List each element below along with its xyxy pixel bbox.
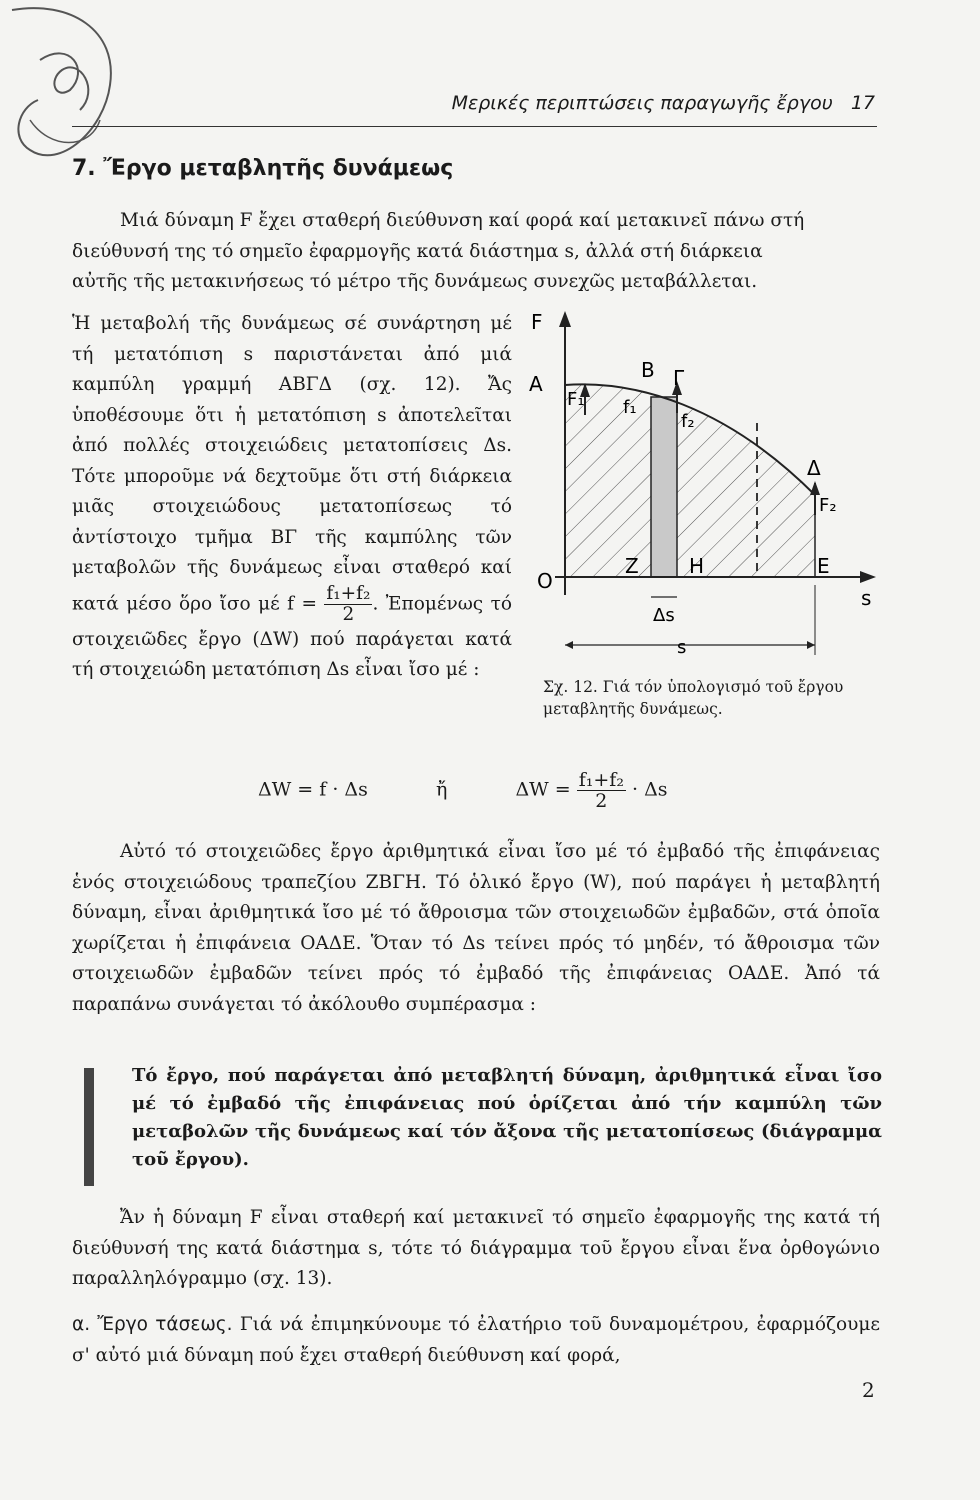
intro-line-2: διεύθυνσή της τό σημεῖο ἐφαρμογῆς κατά διάστημα s, ἀλλά στή διάρκεια bbox=[72, 240, 763, 262]
figure-12-caption: Σχ. 12. Γιά τόν ὑπολογισμό τοῦ ἔργου μεταβλητῆς δυνάμεως. bbox=[543, 678, 844, 718]
conclusion-text: Τό ἔργο, πού παράγεται ἀπό μεταβλητή δύναμη, ἀριθμητικά εἶναι ἴσο μέ τό ἐμβαδό τῆς ἐπιφάνειας πού ὁρίζεται ἀπό τήν καμπύλη τῶν μεταβολῶν τῆς δυνάμεως καί τόν ἄξονα τῆς μετατοπίσεως (διάγραμμα τοῦ ἔργου). bbox=[132, 1065, 882, 1170]
frac-numerator: f₁+f₂ bbox=[326, 582, 371, 604]
label-A: A bbox=[529, 372, 543, 396]
eq-left: ΔW = f · Δs bbox=[258, 778, 368, 801]
header-page-number: 17 bbox=[850, 92, 875, 114]
conclusion-bar bbox=[84, 1068, 94, 1186]
eq-fraction bbox=[577, 770, 626, 811]
running-header bbox=[452, 92, 875, 114]
work-equation bbox=[258, 770, 668, 811]
label-ds: Δs bbox=[653, 605, 675, 626]
subsection-text: Γιά νά ἐπιμηκύνουμε τό ἐλατήριο τοῦ δυναμομέτρου, ἐφαρμόζουμε σ' αὐτό μιά δύναμη πού ἔχει σταθερή διεύθυνση καί φορά, bbox=[72, 1314, 880, 1366]
label-D: Δ bbox=[807, 456, 821, 480]
narrow-text: Ἡ μεταβολή τῆς δυνάμεως σέ συνάρτηση μέ τή μετατόπιση s παριστάνεται ἀπό μιά καμπύλη γραμμή ΑΒΓΔ (σχ. 12). Ἄς ὑποθέσουμε ὅτι ἡ μετατόπιση s ἀποτελεῖται ἀπό πολλές στοιχειώδεις μετατοπίσεις Δs. Τότε μποροῦμε νά δεχτοῦμε ὅτι στή διάρκεια μιᾶς στοιχειώδους μετατοπίσεως τό ἀντίστοιχο τμῆμα ΒΓ τῆς καμπύλης τῶν μεταβολῶν τῆς δυνάμεως εἶναι σταθερό καί κατά μέσο ὅρο ἴσο μέ bbox=[72, 313, 512, 614]
section-title: 7. Ἔργο μεταβλητῆς δυνάμεως bbox=[72, 156, 454, 181]
label-F2: F₂ bbox=[819, 495, 837, 516]
eq-or: ἤ bbox=[435, 778, 448, 801]
frac-denominator: 2 bbox=[342, 603, 355, 625]
f-lhs: f = bbox=[287, 593, 317, 614]
conclusion-box bbox=[72, 1062, 882, 1174]
label-F1: F₁ bbox=[567, 389, 585, 410]
header-rule bbox=[72, 126, 877, 127]
label-f1: f₁ bbox=[623, 397, 637, 418]
eq-denominator: 2 bbox=[595, 790, 608, 812]
label-f2: f₂ bbox=[681, 411, 695, 432]
intro-lines bbox=[72, 206, 880, 298]
constant-force-paragraph: Ἄν ἡ δύναμη F εἶναι σταθερή καί μετακινεῖ τό σημεῖο ἐφαρμογῆς της κατά τή διεύθυνσή της κατά διάστημα s, τότε τό διάγραμμα τοῦ ἔργου εἶναι ἕνα ὀρθογώνιο παραλληλόγραμμο (σχ. 13). bbox=[72, 1207, 880, 1289]
eq-tail: · Δs bbox=[631, 778, 668, 801]
figure-12-diagram bbox=[525, 305, 885, 670]
label-F-axis: F bbox=[531, 310, 543, 334]
eq-numerator: f₁+f₂ bbox=[578, 769, 624, 791]
footer-page-number: 2 bbox=[862, 1378, 875, 1402]
trapezoid-strip bbox=[651, 397, 677, 577]
label-H: H bbox=[689, 554, 705, 578]
label-B: B bbox=[641, 358, 655, 382]
eq-right-lhs: ΔW = bbox=[515, 778, 571, 801]
intro-line-1: Μιά δύναμη F ἔχει σταθερή διεύθυνση καί φορά καί μετακινεῖ πάνω στή bbox=[120, 210, 805, 231]
after-fraction-text: . Ἐπομένως τό στοιχειῶδες ἔργο (ΔW) πού παράγεται κατά τή στοιχειώδη μετατόπιση Δs εἶναι ἴσο μέ : bbox=[72, 593, 512, 680]
running-title: Μερικές περιπτώσεις παραγωγῆς ἔργου bbox=[451, 92, 833, 114]
body-paragraph: Αὐτό τό στοιχειῶδες ἔργο ἀριθμητικά εἶναι ἴσο μέ τό ἐμβαδό τῆς ἐπιφάνειας ἑνός στοιχειώδους τραπεζίου ΖΒΓΗ. Τό ὁλικό ἔργο (W), πού παράγει ἡ μεταβλητή δύναμη, εἶναι ἀριθμητικά ἴσο μέ τό ἄθροισμα τῶν στοιχειωδῶν ἐμβαδῶν, στά ὁποῖα χωρίζεται ἡ ἐπιφάνεια ΟΑΔΕ. Ὅταν τό Δs τείνει πρός τό μηδέν, τό ἄθροισμα τῶν στοιχειωδῶν ἐμβαδῶν τείνει πρός τό ἐμβαδό τῆς ἐπιφάνειας ΟΑΔΕ. Ἀπό τά παραπάνω συνάγεται τό ἀκόλουθο συμπέρασμα : bbox=[72, 841, 880, 1015]
label-O: O bbox=[537, 569, 553, 593]
label-s-span: s bbox=[677, 637, 687, 658]
label-s-axis: s bbox=[861, 586, 872, 610]
subsection-paragraph bbox=[72, 1310, 880, 1371]
label-G: Γ bbox=[673, 366, 685, 390]
label-E: E bbox=[817, 554, 830, 578]
mean-force-fraction bbox=[324, 584, 372, 625]
subsection-title: α. Ἔργο τάσεως. bbox=[72, 1314, 233, 1335]
intro-narrow-paragraph bbox=[72, 309, 512, 686]
label-Z: Z bbox=[625, 554, 639, 578]
intro-line-3: αὐτῆς τῆς μετακινήσεως τό μέτρο τῆς δυνάμεως συνεχῶς μεταβάλλεται. bbox=[72, 271, 758, 292]
